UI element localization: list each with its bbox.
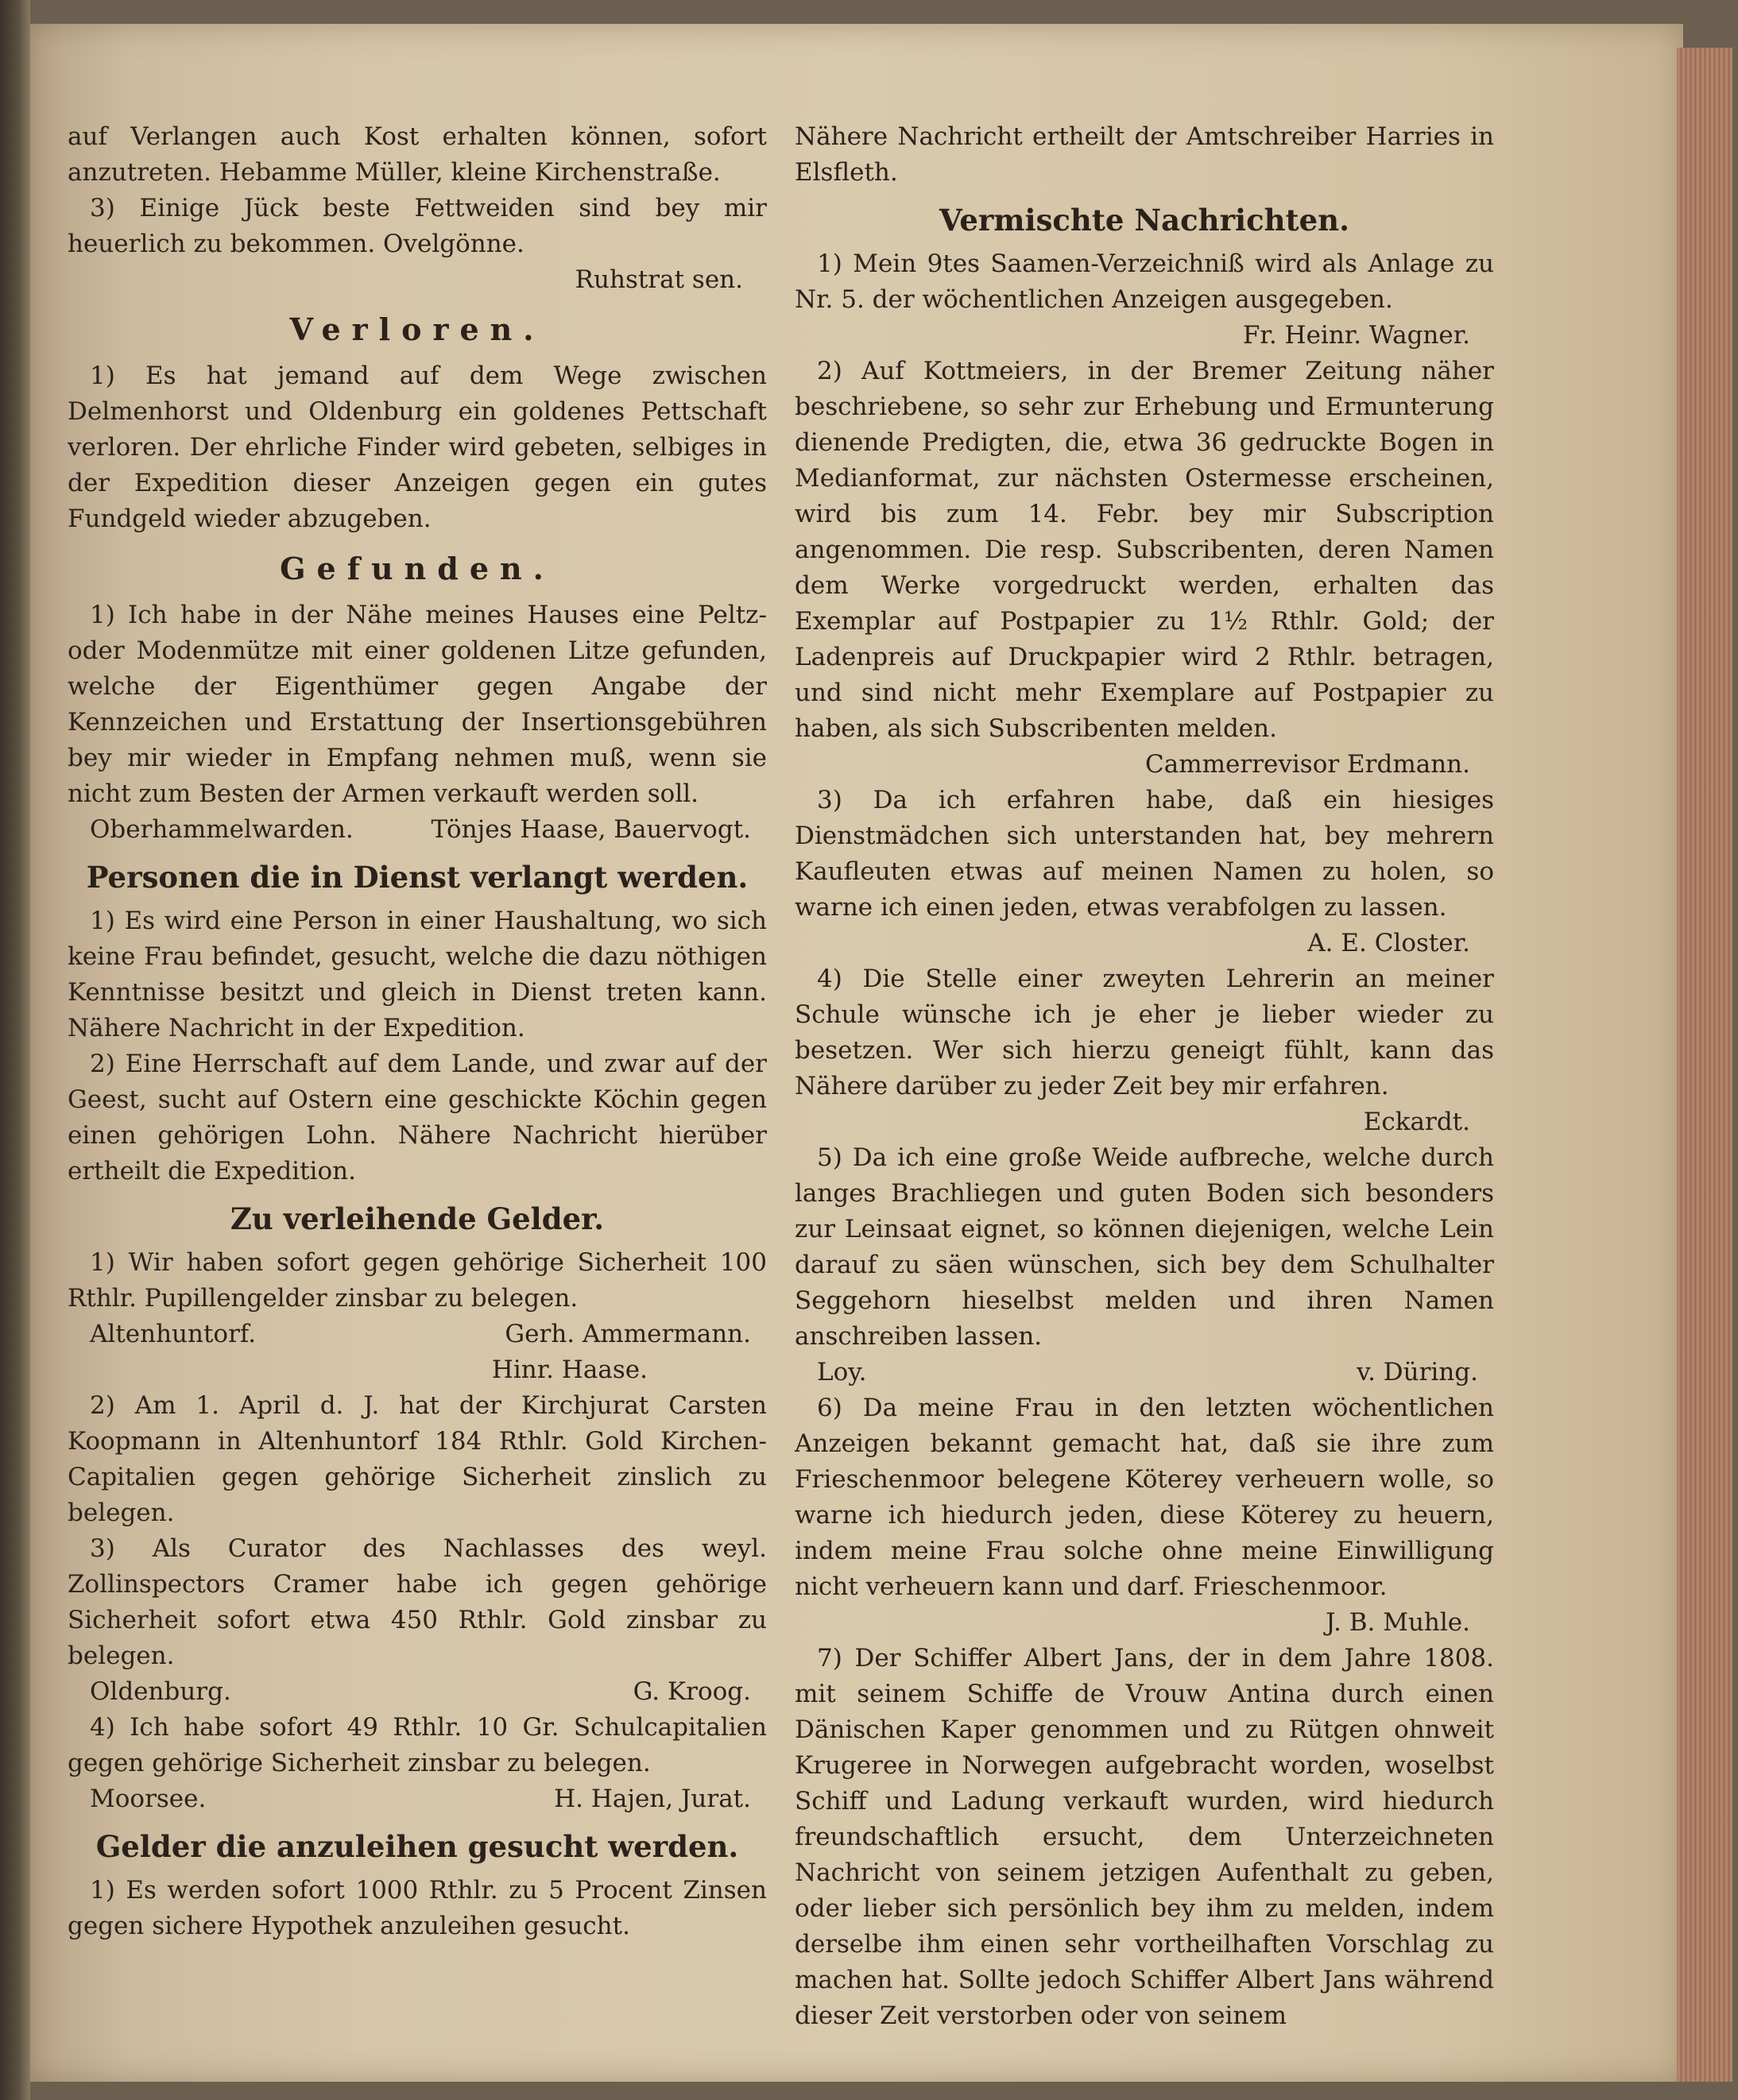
section-heading: Zu verleihende Gelder. bbox=[230, 1201, 605, 1236]
book-binding-edge bbox=[0, 0, 30, 2100]
signature-row bbox=[68, 812, 767, 848]
signature-row bbox=[795, 1355, 1494, 1390]
signature: Fr. Heinr. Wagner. bbox=[1242, 321, 1470, 350]
left-column bbox=[68, 119, 767, 1944]
paragraph: 1) Es hat jemand auf dem Wege zwischen Delmenhorst und Oldenburg ein goldenes Pettschaft verloren. Der ehrliche Finder wird gebeten, selbiges in der Expedition dieser Anzeigen gegen ein gutes Fundgeld wieder abzugeben. bbox=[68, 362, 767, 533]
paragraph: 3) Als Curator des Nachlasses des weyl. Zollinspectors Cramer habe ich gegen gehörige Sicherheit sofort etwa 450 Rthlr. Gold zinsbar zu belegen. bbox=[68, 1534, 767, 1670]
paragraph: 2) Am 1. April d. J. hat der Kirchjurat Carsten Koopmann in Altenhuntorf 184 Rthlr. Gold Kirchen-Capitalien gegen gehörige Sicherheit zinslich zu belegen. bbox=[68, 1391, 767, 1527]
signature: Cammerrevisor Erdmann. bbox=[1145, 750, 1470, 779]
signature: G. Kroog. bbox=[633, 1677, 751, 1706]
paragraph: 1) Wir haben sofort gegen gehörige Sicherheit 100 Rthlr. Pupillengelder zinsbar zu belegen. bbox=[68, 1248, 767, 1313]
signature: A. E. Closter. bbox=[1307, 929, 1470, 957]
paragraph: 2) Auf Kottmeiers, in der Bremer Zeitung näher beschriebene, so sehr zur Erhebung und Ermunterung dienende Predigten, die, etwa 36 gedruckte Bogen in Medianformat, zur nächsten Ostermesse erscheinen, wird bis zum 14. Febr. bey mir Subscription angenommen. Die resp. Subscribenten, deren Namen dem Werke vorgedruckt werden, erhalten das Exemplar auf Postpapier zu 1½ Rthlr. Gold; der Ladenpreis auf Druckpapier wird 2 Rthlr. betragen, und sind nicht mehr Exemplare auf Postpapier zu haben, als sich Subscribenten melden. bbox=[795, 357, 1494, 743]
signature-place: Oldenburg. bbox=[90, 1677, 231, 1706]
signature-row bbox=[68, 1317, 767, 1352]
paragraph: Nähere Nachricht ertheilt der Amtschreiber Harries in Elsfleth. bbox=[795, 122, 1494, 187]
signature: Gerh. Ammermann. bbox=[505, 1320, 751, 1348]
paragraph: 4) Die Stelle einer zweyten Lehrerin an meiner Schule wünsche ich je eher je lieber wieder zu besetzen. Wer sich hierzu geneigt fühlt, kann das Nähere darüber zu jeder Zeit bey mir erfahren. bbox=[795, 965, 1494, 1100]
paragraph: 4) Ich habe sofort 49 Rthlr. 10 Gr. Schulcapitalien gegen gehörige Sicherheit zinsbar zu belegen. bbox=[68, 1713, 767, 1777]
paragraph: 3) Da ich erfahren habe, daß ein hiesiges Dienstmädchen sich unterstanden hat, bey mehrern Kaufleuten etwas auf meinen Namen zu holen, so warne ich einen jeden, etwas verabfolgen zu lassen. bbox=[795, 786, 1494, 922]
signature: Ruhstrat sen. bbox=[575, 265, 743, 294]
paragraph: 3) Einige Jück beste Fettweiden sind bey mir heuerlich zu bekommen. Ovelgönne. bbox=[68, 194, 767, 258]
signature: Hinr. Haase. bbox=[491, 1356, 648, 1384]
paragraph: 5) Da ich eine große Weide aufbreche, welche durch langes Brachliegen und guten Boden sich besonders zur Leinsaat eignet, so können diejenigen, welche Lein darauf zu säen wünschen, sich bey dem Schulhalter Seggehorn hieselbst melden und ihren Namen anschreiben lassen. bbox=[795, 1143, 1494, 1351]
signature: H. Hajen, Jurat. bbox=[554, 1785, 751, 1813]
right-column bbox=[795, 119, 1494, 2034]
signature: v. Düring. bbox=[1357, 1358, 1478, 1386]
section-heading: Vermischte Nachrichten. bbox=[939, 203, 1349, 238]
section-heading: Verloren. bbox=[289, 311, 545, 347]
signature: J. B. Muhle. bbox=[1325, 1608, 1470, 1637]
signature-place: Altenhuntorf. bbox=[90, 1320, 257, 1348]
signature: Tönjes Haase, Bauervogt. bbox=[431, 815, 751, 844]
signature: Eckardt. bbox=[1363, 1108, 1470, 1136]
signature-place: Loy. bbox=[817, 1358, 867, 1386]
paragraph: 1) Es werden sofort 1000 Rthlr. zu 5 Procent Zinsen gegen sichere Hypothek anzuleihen gesucht. bbox=[68, 1876, 767, 1940]
section-heading: Gelder die anzuleihen gesucht werden. bbox=[95, 1829, 739, 1864]
signature-row bbox=[68, 1674, 767, 1710]
paragraph: 7) Der Schiffer Albert Jans, der in dem Jahre 1808. mit seinem Schiffe de Vrouw Antina durch einen Dänischen Kaper genommen und zu Rütgen ohnweit Krugeree in Norwegen aufgebracht worden, woselbst Schiff und Ladung verkauft wurden, wird hiedurch freundschaftlich ersucht, dem Unterzeichneten Nachricht von seinem jetzigen Aufenthalt zu geben, oder lieber sich persönlich bey ihm zu melden, indem derselbe ihm einen sehr vortheilhaften Vorschlag zu machen hat. Sollte jedoch Schiffer Albert Jans während dieser Zeit verstorben oder von seinem bbox=[795, 1644, 1494, 2030]
paragraph: auf Verlangen auch Kost erhalten können, sofort anzutreten. Hebamme Müller, kleine Kirchenstraße. bbox=[68, 122, 767, 187]
paragraph: 1) Es wird eine Person in einer Haushaltung, wo sich keine Frau befindet, gesucht, welche die dazu nöthigen Kenntnisse besitzt und gleich in Dienst treten kann. Nähere Nachricht in der Expedition. bbox=[68, 907, 767, 1042]
section-heading: Personen die in Dienst verlangt werden. bbox=[86, 860, 749, 895]
paragraph: 1) Ich habe in der Nähe meines Hauses eine Peltz- oder Modenmütze mit einer goldenen Litze gefunden, welche der Eigenthümer gegen Angabe der Kennzeichen und Erstattung der Insertionsgebühren bey mir wieder in Empfang nehmen muß, wenn sie nicht zum Besten der Armen verkauft werden soll. bbox=[68, 601, 767, 808]
page-stack-edge bbox=[1677, 48, 1732, 2082]
paragraph: 1) Mein 9tes Saamen-Verzeichniß wird als Anlage zu Nr. 5. der wöchentlichen Anzeigen ausgegeben. bbox=[795, 249, 1494, 314]
signature-place: Moorsee. bbox=[90, 1785, 207, 1813]
section-heading: Gefunden. bbox=[280, 551, 555, 586]
paragraph: 6) Da meine Frau in den letzten wöchentlichen Anzeigen bekannt gemacht hat, daß sie ihre zum Frieschenmoor belegene Köterey verheuern wolle, so warne ich hiedurch jeden, diese Köterey zu heuern, indem meine Frau solche ohne meine Einwilligung nicht verheuern kann und darf. Frieschenmoor. bbox=[795, 1394, 1494, 1601]
paragraph: 2) Eine Herrschaft auf dem Lande, und zwar auf der Geest, sucht auf Ostern eine geschickte Köchin gegen einen gehörigen Lohn. Nähere Nachricht hierüber ertheilt die Expedition. bbox=[68, 1050, 767, 1185]
signature-row bbox=[68, 1781, 767, 1817]
signature-place: Oberhammelwarden. bbox=[90, 815, 354, 844]
